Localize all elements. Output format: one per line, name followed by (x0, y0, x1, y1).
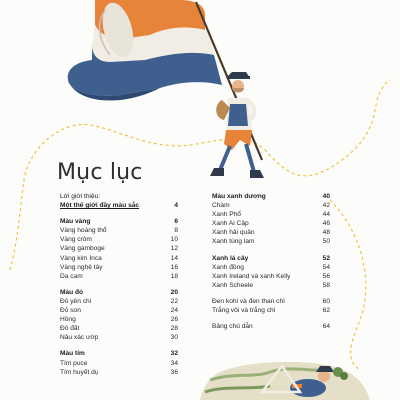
toc-entry-label: Trắng vôi và trắng chì (212, 307, 276, 315)
toc-entry[interactable] (212, 219, 330, 228)
toc-entry[interactable] (212, 263, 330, 272)
toc-entry[interactable] (60, 315, 178, 324)
toc-entry-page: 8 (174, 227, 178, 235)
toc-entry-page: 50 (322, 238, 330, 246)
toc-entry[interactable] (212, 210, 330, 219)
toc-entry-label: Vàng gamboge (60, 245, 105, 253)
toc-entry-page: 52 (322, 254, 330, 262)
toc-entry-label: Vàng hoàng thổ (60, 227, 107, 235)
toc-entry[interactable] (212, 237, 330, 246)
toc-entry-page: 28 (170, 325, 178, 333)
toc-entry-label: Tím puce (60, 359, 88, 367)
toc-section-purple (60, 349, 178, 376)
toc-entry-label: Màu tím (60, 350, 85, 358)
toc-entry-page: 54 (322, 263, 330, 271)
toc-entry-label: Màu xanh dương (212, 193, 266, 200)
toc-entry-label: Vàng crôm (60, 236, 92, 244)
toc-entry-page: 42 (322, 202, 330, 210)
toc-entry-label: Đen kohl và đen than chì (212, 297, 285, 305)
toc-entry-page: 40 (322, 193, 330, 200)
toc-entry-page: 22 (170, 297, 178, 305)
toc-entry[interactable] (212, 322, 330, 331)
toc-entry-page: 32 (170, 350, 178, 358)
toc-entry-label: Màu đỏ (60, 288, 84, 296)
toc-entry[interactable] (60, 235, 178, 244)
toc-entry[interactable] (212, 281, 330, 290)
toc-entry-page: 36 (170, 368, 178, 376)
toc-entry[interactable] (60, 244, 178, 253)
toc-entry[interactable] (212, 306, 330, 315)
toc-entry[interactable] (60, 217, 178, 226)
toc-entry[interactable] (60, 324, 178, 333)
toc-entry[interactable] (60, 359, 178, 368)
toc-entry[interactable] (60, 226, 178, 235)
toc-entry-label: Đỏ đất (60, 325, 80, 333)
toc-entry[interactable] (60, 192, 178, 201)
toc-section-green (212, 254, 330, 290)
toc-entry[interactable] (60, 297, 178, 306)
toc-section-intro (60, 192, 178, 210)
toc-entry-page: 18 (170, 272, 178, 280)
toc-entry[interactable] (212, 228, 330, 237)
toc-entry[interactable] (212, 254, 330, 263)
toc-entry[interactable] (212, 297, 330, 306)
toc-entry[interactable] (60, 254, 178, 263)
toc-entry-page: 56 (322, 272, 330, 280)
toc-entry[interactable] (212, 192, 330, 201)
toc-entry-page: 48 (322, 229, 330, 237)
toc-entry-label: Tím huyết dụ (60, 368, 99, 376)
toc-entry-page: 6 (174, 218, 178, 226)
toc-entry-label: Một thế giới đầy màu sắc (60, 202, 140, 210)
toc-entry[interactable] (60, 349, 178, 358)
toc-entry-page: 44 (322, 211, 330, 219)
flag-illustration (68, 0, 222, 100)
toc-left-column (60, 192, 178, 384)
toc-entry-page: 46 (322, 220, 330, 228)
toc-entry[interactable] (60, 272, 178, 281)
toc-entry-label: Xanh lá cây (212, 254, 249, 262)
toc-entry-label: Lời giới thiệu: (60, 193, 101, 200)
toc-title: Mục lục (57, 160, 143, 185)
toc-entry-label: Xanh Ai Cập (212, 220, 249, 228)
toc-entry-label: Xanh tùng lam (212, 238, 255, 246)
toc-entry-page: 20 (170, 288, 178, 296)
toc-entry[interactable] (60, 368, 178, 377)
toc-entry-label: Đỏ son (60, 307, 81, 315)
toc-entry-label: Xanh đồng (212, 263, 244, 271)
toc-entry[interactable] (212, 201, 330, 210)
toc-entry-page: 34 (170, 359, 178, 367)
toc-entry-label: Da cam (60, 272, 83, 280)
toc-entry-label: Xanh Phổ (212, 211, 241, 219)
toc-section-yellow (60, 217, 178, 281)
toc-entry-label: Xanh hải quân (212, 229, 255, 237)
toc-entry-label: Vàng kim Inca (60, 254, 102, 262)
toc-section-blue (212, 192, 330, 247)
toc-entry-page: 64 (322, 323, 330, 331)
toc-entry-label: Chàm (212, 202, 230, 210)
toc-entry[interactable] (212, 272, 330, 281)
explorer-figure (210, 72, 264, 178)
toc-section-other (212, 297, 330, 315)
toc-entry-label: Màu vàng (60, 218, 91, 226)
toc-entry-page: 26 (170, 316, 178, 324)
toc-entry-page: 24 (170, 307, 178, 315)
toc-entry-page: 62 (322, 307, 330, 315)
bottom-illustration (200, 362, 370, 400)
toc-entry-page: 14 (170, 254, 178, 262)
toc-section-index (212, 322, 330, 331)
toc-entry-page: 10 (170, 236, 178, 244)
toc-entry-page: 4 (174, 202, 178, 210)
toc-entry-page: 12 (170, 245, 178, 253)
toc-entry-page: 60 (322, 297, 330, 305)
toc-entry-label: Đỏ yên chi (60, 297, 92, 305)
toc-entry-page: 30 (170, 334, 178, 342)
toc-entry-label: Vàng nghệ tây (60, 263, 103, 271)
toc-entry-label: Xanh Scheele (212, 281, 254, 289)
toc-entry[interactable] (60, 201, 178, 210)
toc-entry[interactable] (60, 333, 178, 342)
toc-right-column (212, 192, 330, 338)
toc-entry[interactable] (60, 263, 178, 272)
toc-section-red (60, 288, 178, 343)
toc-entry-label: Nâu xác ướp (60, 334, 99, 342)
toc-entry[interactable] (60, 288, 178, 297)
toc-entry-page: 58 (322, 281, 330, 289)
toc-entry-label: Bảng chú dẫn (212, 323, 253, 331)
dashed-path-bottom (330, 200, 366, 370)
toc-entry-label: Hồng (60, 316, 76, 324)
toc-entry-page: 16 (170, 263, 178, 271)
toc-entry-label: Xanh Ireland và xanh Kelly (212, 272, 291, 280)
toc-entry[interactable] (60, 306, 178, 315)
